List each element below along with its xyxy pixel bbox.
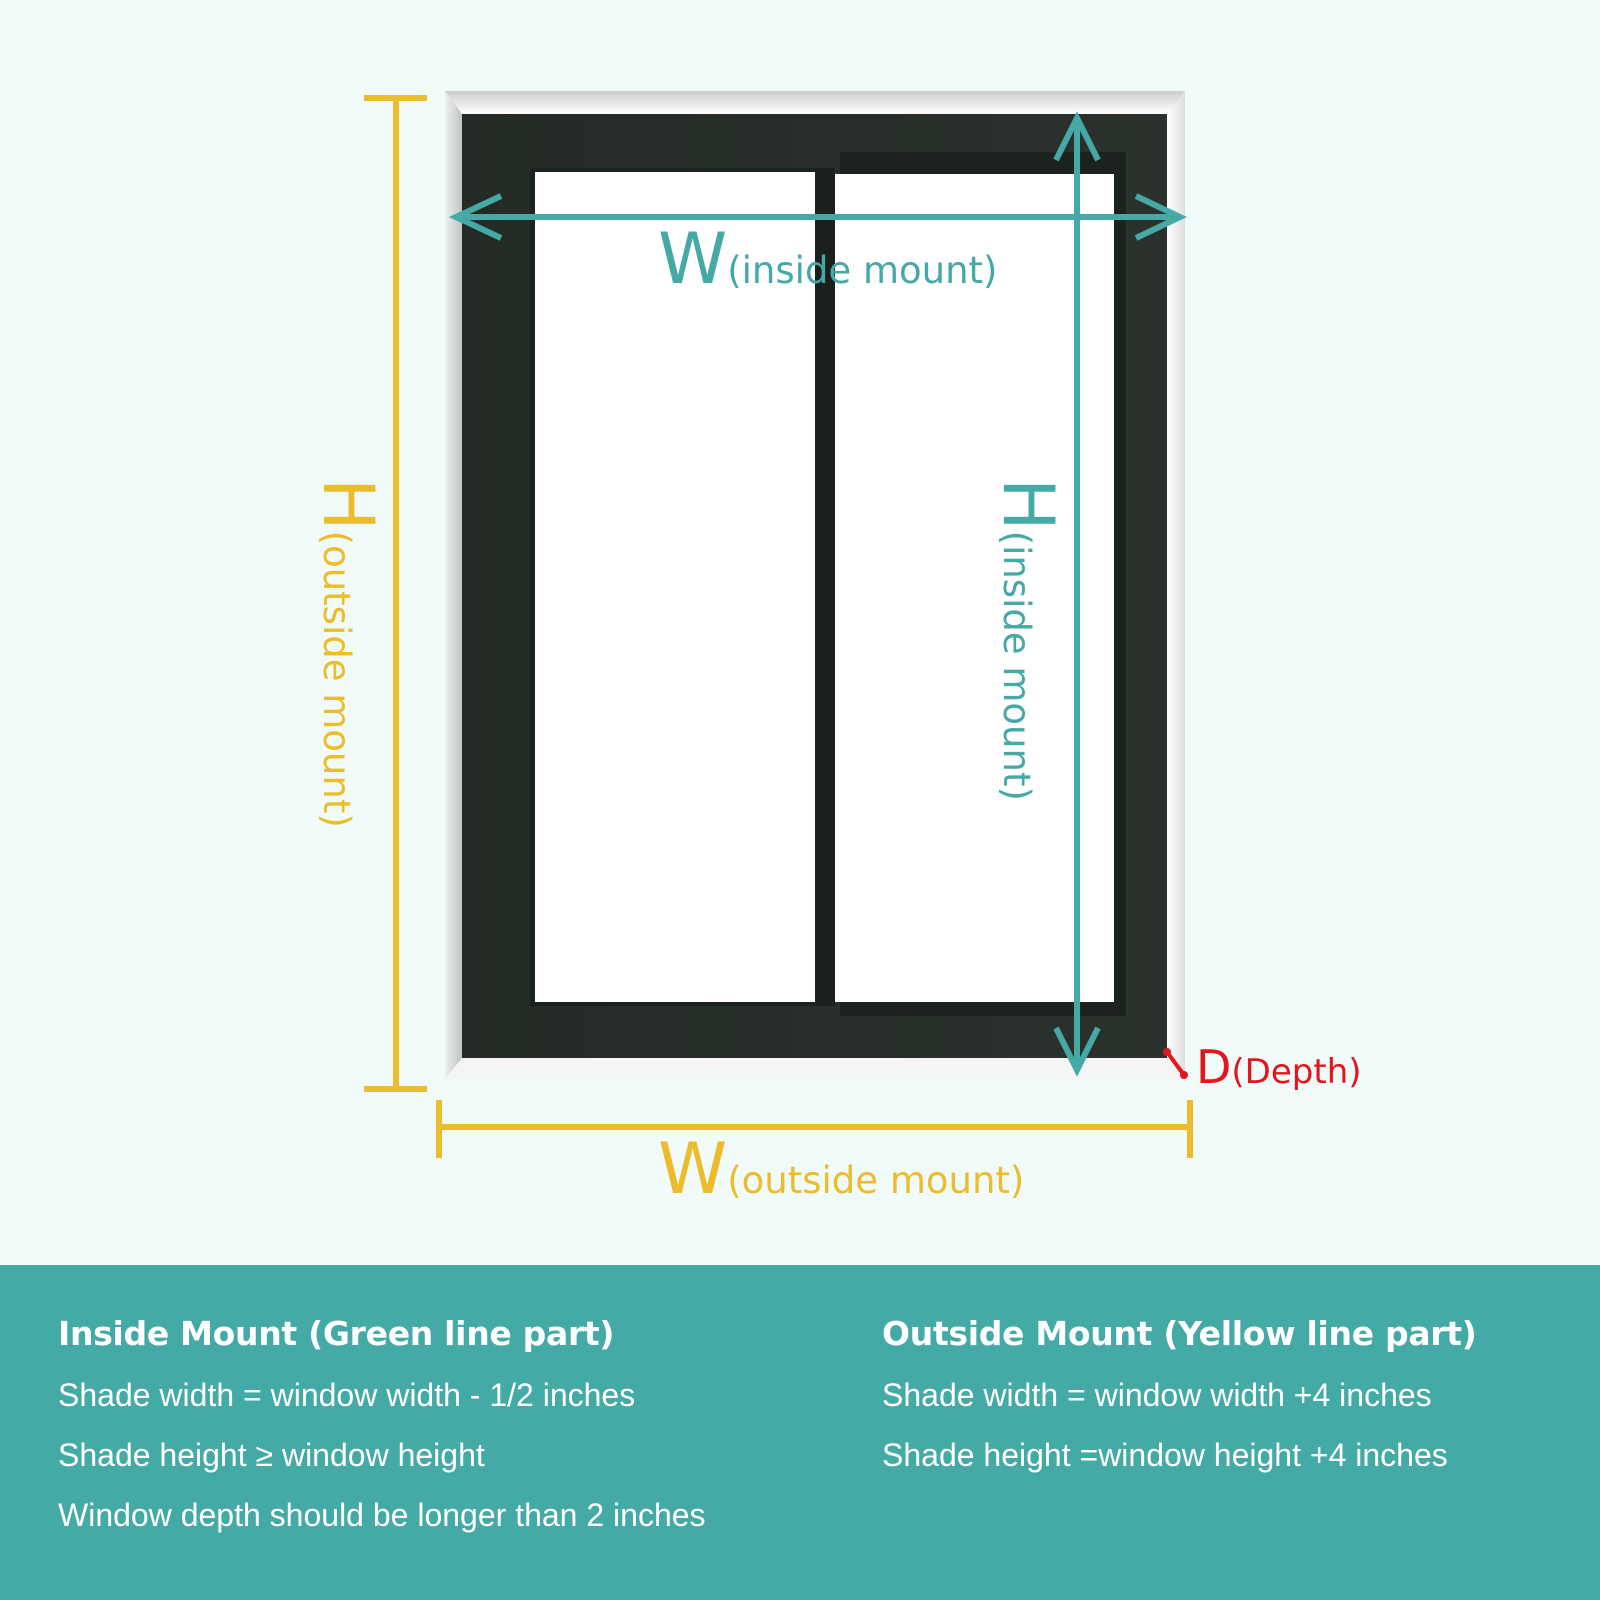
inside-height-label: H(inside mount) [987,478,1069,801]
outside-mount-rule: Shade width = window width +4 inches [882,1377,1432,1413]
inside-mount-heading: Inside Mount (Green line part) [58,1314,615,1353]
center-mullion [815,168,835,1006]
inside-mount-rule: Shade width = window width - 1/2 inches [58,1377,636,1413]
outside-mount-section [882,1313,1477,1494]
instructions-panel [0,1265,1600,1600]
outside-mount-rule: Shade height =window height +4 inches [882,1437,1448,1473]
inside-mount-rule: Shade height ≥ window height [58,1437,485,1473]
outside-width-label: W(outside mount) [658,1128,1025,1210]
depth-label: D(Depth) [1196,1040,1362,1094]
inside-width-label: W(inside mount) [658,218,998,300]
outside-width-marker [439,1100,1190,1158]
right-glass-pane [835,174,1114,1002]
outside-height-marker [364,98,427,1089]
inside-mount-rule: Window depth should be longer than 2 inches [58,1497,706,1533]
outside-mount-heading: Outside Mount (Yellow line part) [882,1314,1477,1353]
outside-height-label: H(outside mount) [307,478,389,828]
inside-mount-section [58,1313,706,1554]
